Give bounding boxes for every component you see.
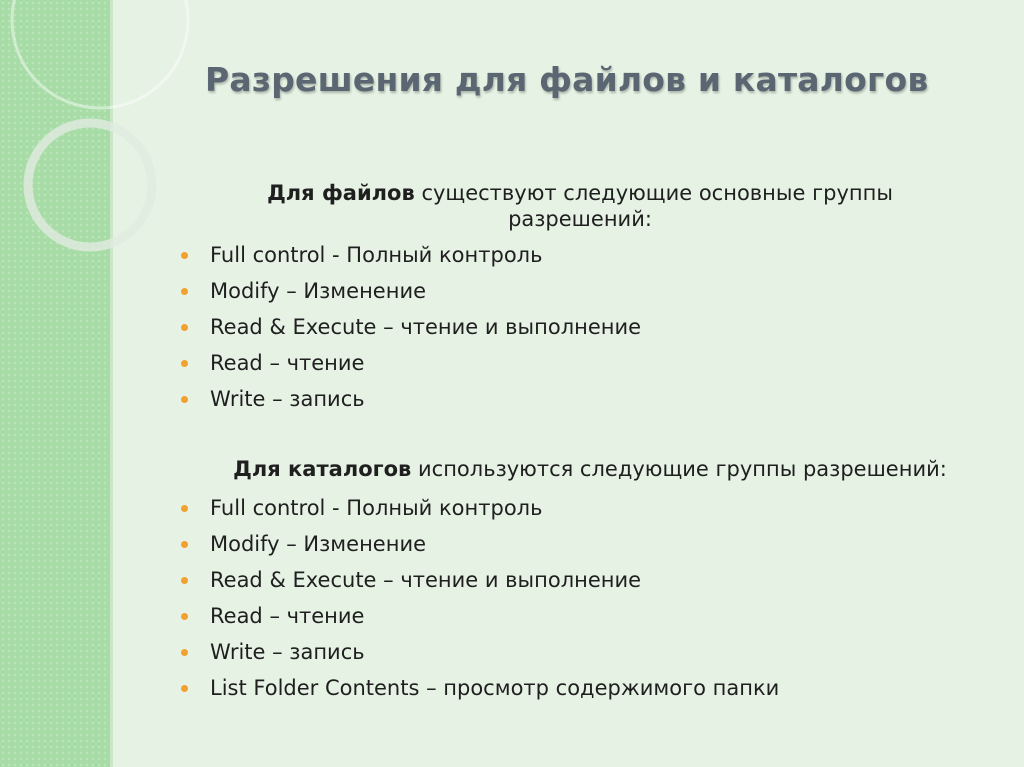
bullet-icon: [181, 505, 188, 512]
decorative-circles: [0, 0, 200, 320]
slide-title: Разрешения для файлов и каталогов: [205, 60, 929, 99]
dirs-intro: [195, 456, 985, 482]
list-item-text: Read – чтение: [210, 351, 365, 375]
list-item-text: Read & Execute – чтение и выполнение: [210, 568, 642, 592]
bullet-icon: [181, 288, 188, 295]
dirs-intro-text: используются следующие группы разрешений:: [411, 457, 947, 481]
bullet-icon: [181, 252, 188, 259]
bullet-icon: [181, 577, 188, 584]
files-intro-text: существуют следующие основные группы разрешений:: [414, 181, 893, 231]
decorative-circle-small: [28, 123, 152, 247]
dirs-intro-bold: Для каталогов: [233, 457, 412, 481]
list-item-text: Modify – Изменение: [210, 532, 427, 556]
bullet-icon: [181, 541, 188, 548]
list-item-text: Write – запись: [210, 640, 365, 664]
list-item-text: Read – чтение: [210, 604, 365, 628]
list-item-text: Read & Execute – чтение и выполнение: [210, 315, 642, 339]
bullet-icon: [181, 649, 188, 656]
decorative-circle-large: [12, 0, 188, 108]
list-item-text: Write – запись: [210, 387, 365, 411]
files-intro-bold: Для файлов: [267, 181, 415, 205]
list-item-text: Full control - Полный контроль: [210, 496, 543, 520]
bullet-icon: [181, 360, 188, 367]
bullet-icon: [181, 685, 188, 692]
files-intro: [215, 180, 945, 232]
bullet-icon: [181, 613, 188, 620]
list-item-text: Modify – Изменение: [210, 279, 427, 303]
list-item-text: Full control - Полный контроль: [210, 243, 543, 267]
bullet-icon: [181, 324, 188, 331]
bullet-icon: [181, 396, 188, 403]
list-item-text: List Folder Contents – просмотр содержимого папки: [210, 676, 780, 700]
